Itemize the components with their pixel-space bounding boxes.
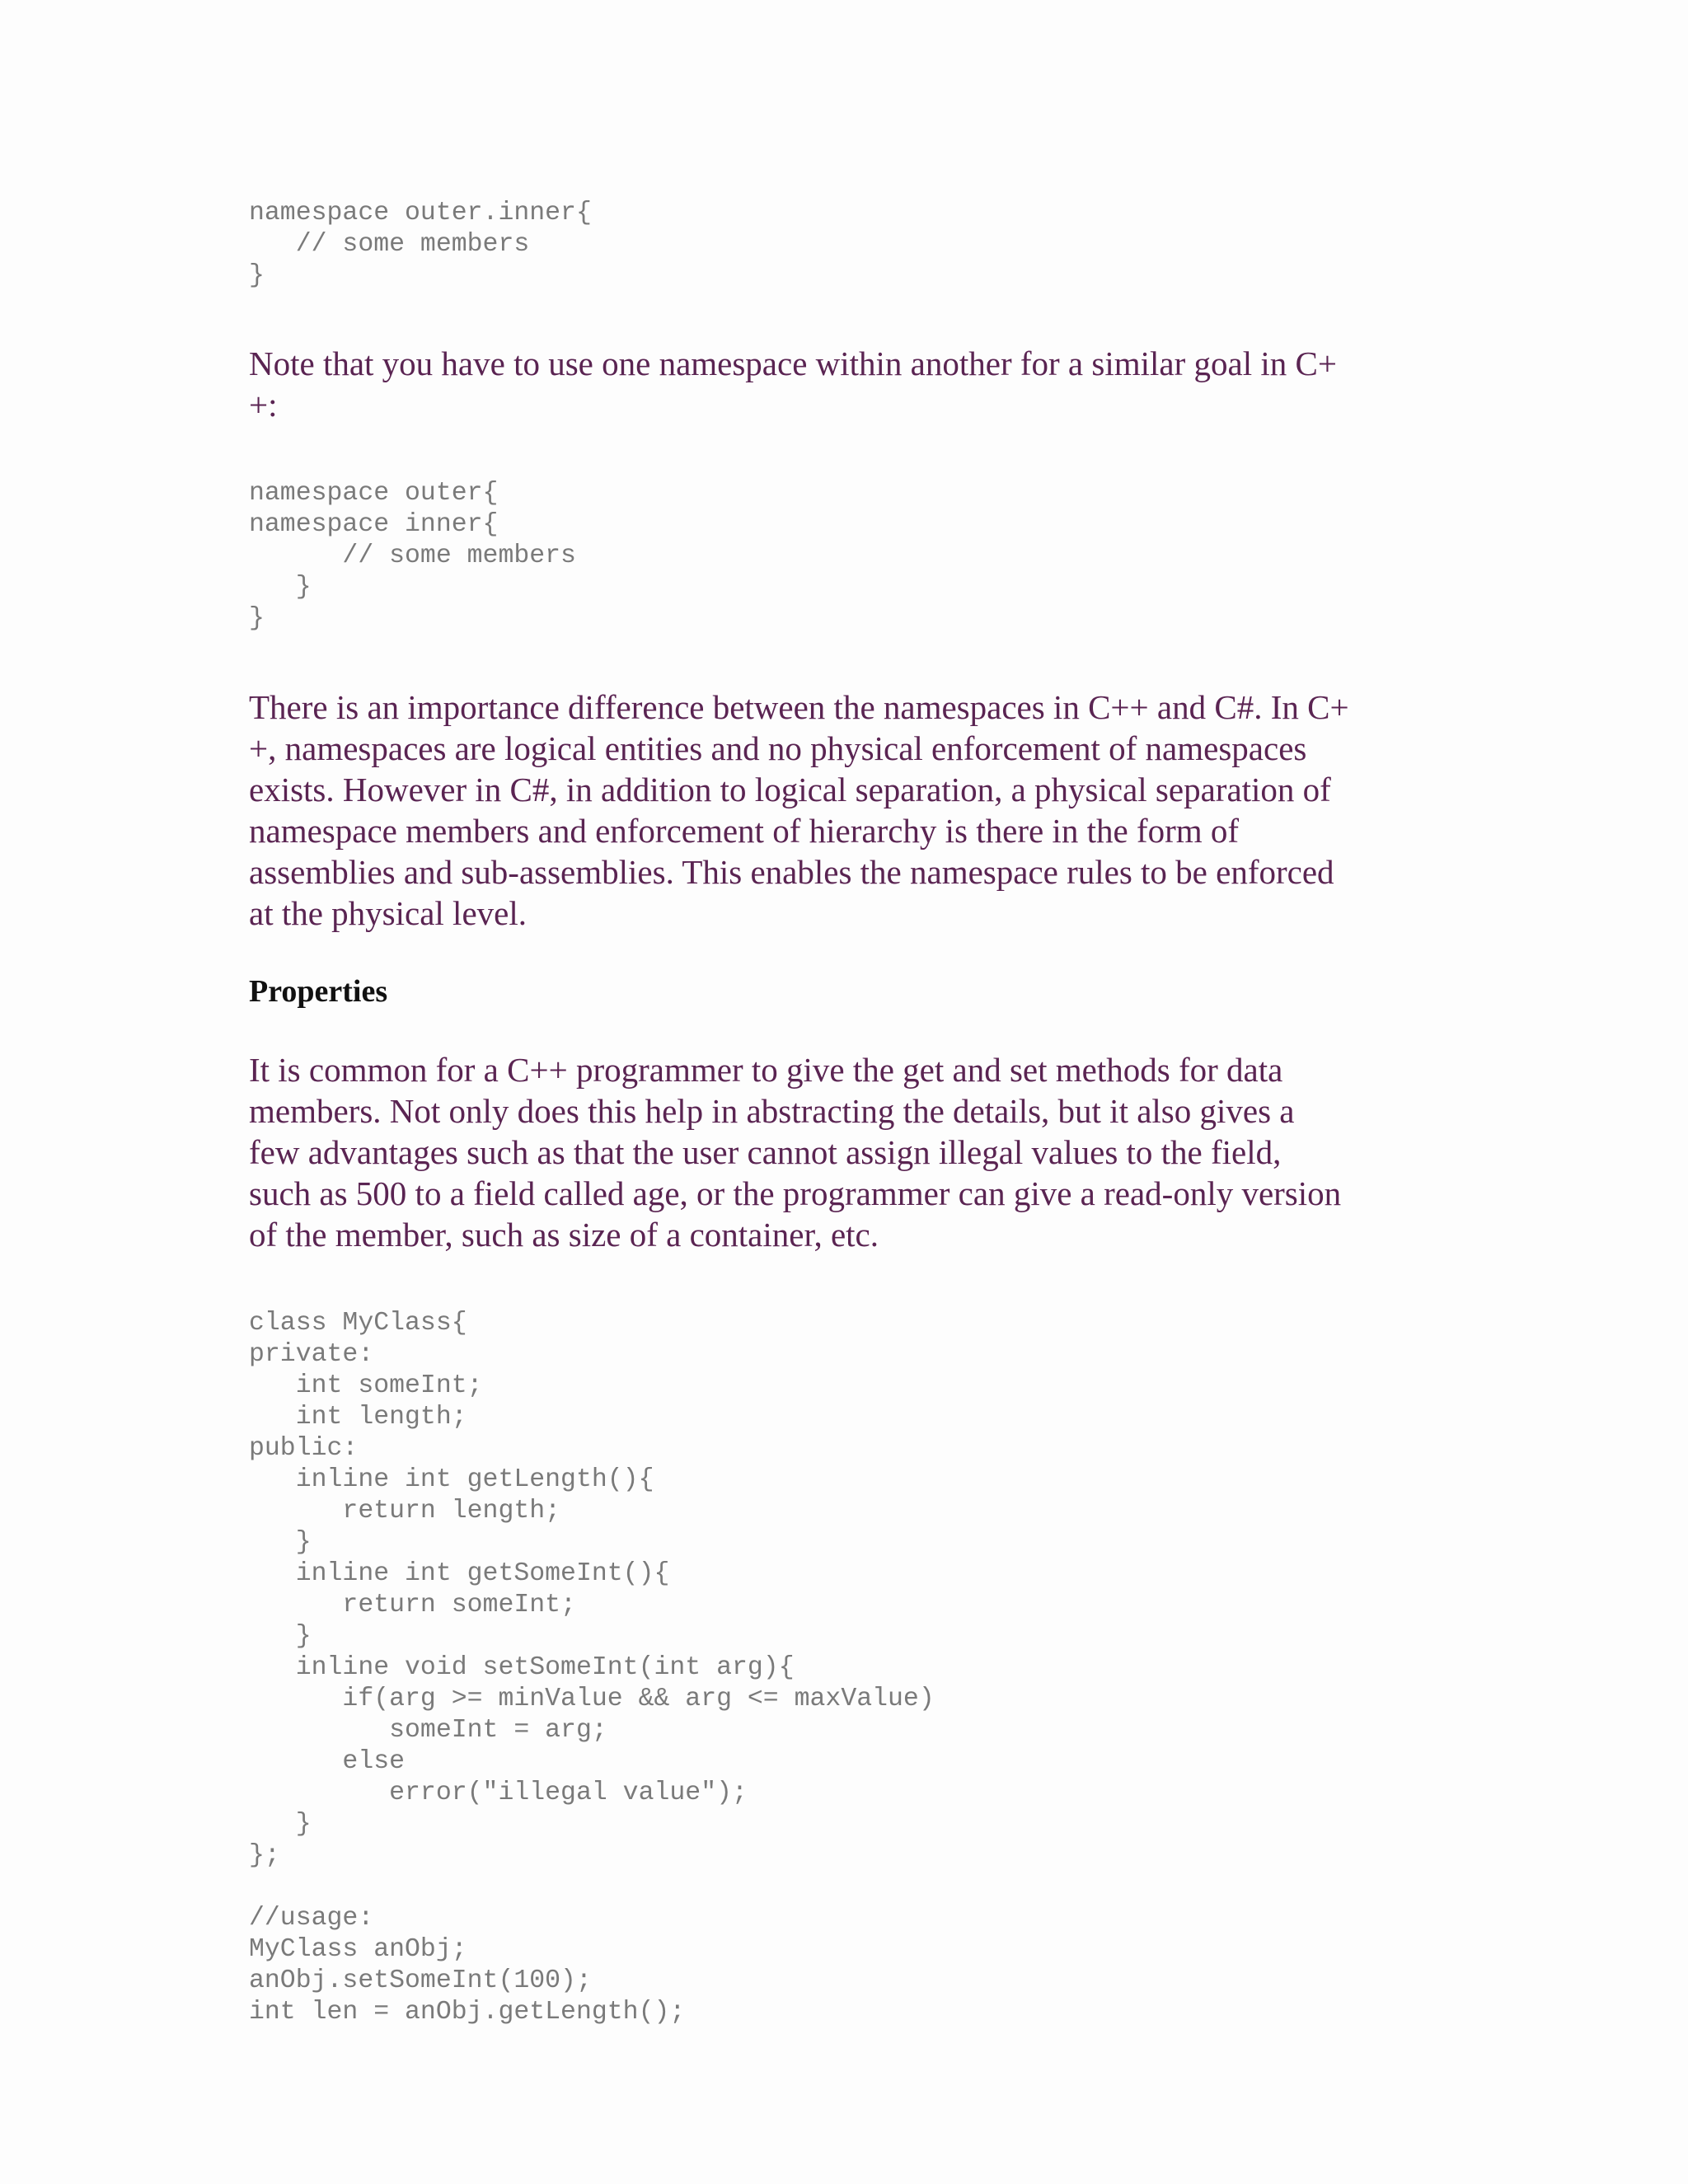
code-block-nested-namespace-csharp: namespace outer.inner{ // some members } xyxy=(249,199,592,290)
paragraph-namespace-difference: There is an importance difference between the namespaces in C++ and C#. In C+ +, namespaces are logical entities and no physical enforcement of namespaces exists. However in C#, in addition to logical separation, a physical separation of namespace members and enforcement of hierarchy is there in the form of assemblies and sub-assemblies. This enables the namespace rules to be enforced at the physical level. xyxy=(249,688,1349,932)
code-block-nested-namespace-cpp: namespace outer{ namespace inner{ // some members } } xyxy=(249,479,576,633)
paragraph-cpp-namespace-note: Note that you have to use one namespace within another for a similar goal in C+ +: xyxy=(249,344,1337,424)
document-page xyxy=(249,198,1452,2028)
paragraph-properties-intro: It is common for a C++ programmer to give the get and set methods for data members. Not only does this help in abstracting the details, but it also gives a few advantages such as that the user cannot assign illegal values to the field, such as 500 to a field called age, or the programmer can give a read-only version of the member, such as size of a container, etc. xyxy=(249,1051,1342,1254)
section-heading-properties: Properties xyxy=(249,974,388,1009)
code-block-myclass: class MyClass{ private: int someInt; int length; public: inline int getLength(){ return length; } inline int getSomeInt(){ return someInt; } inline void setSomeInt(int arg){ if(arg >= minValue && arg <= maxValue) someInt = arg; else error("illegal value"); } }; //usage: MyClass anObj; anObj.setSomeInt(100); int len = anObj.getLength(); xyxy=(249,1309,935,2027)
